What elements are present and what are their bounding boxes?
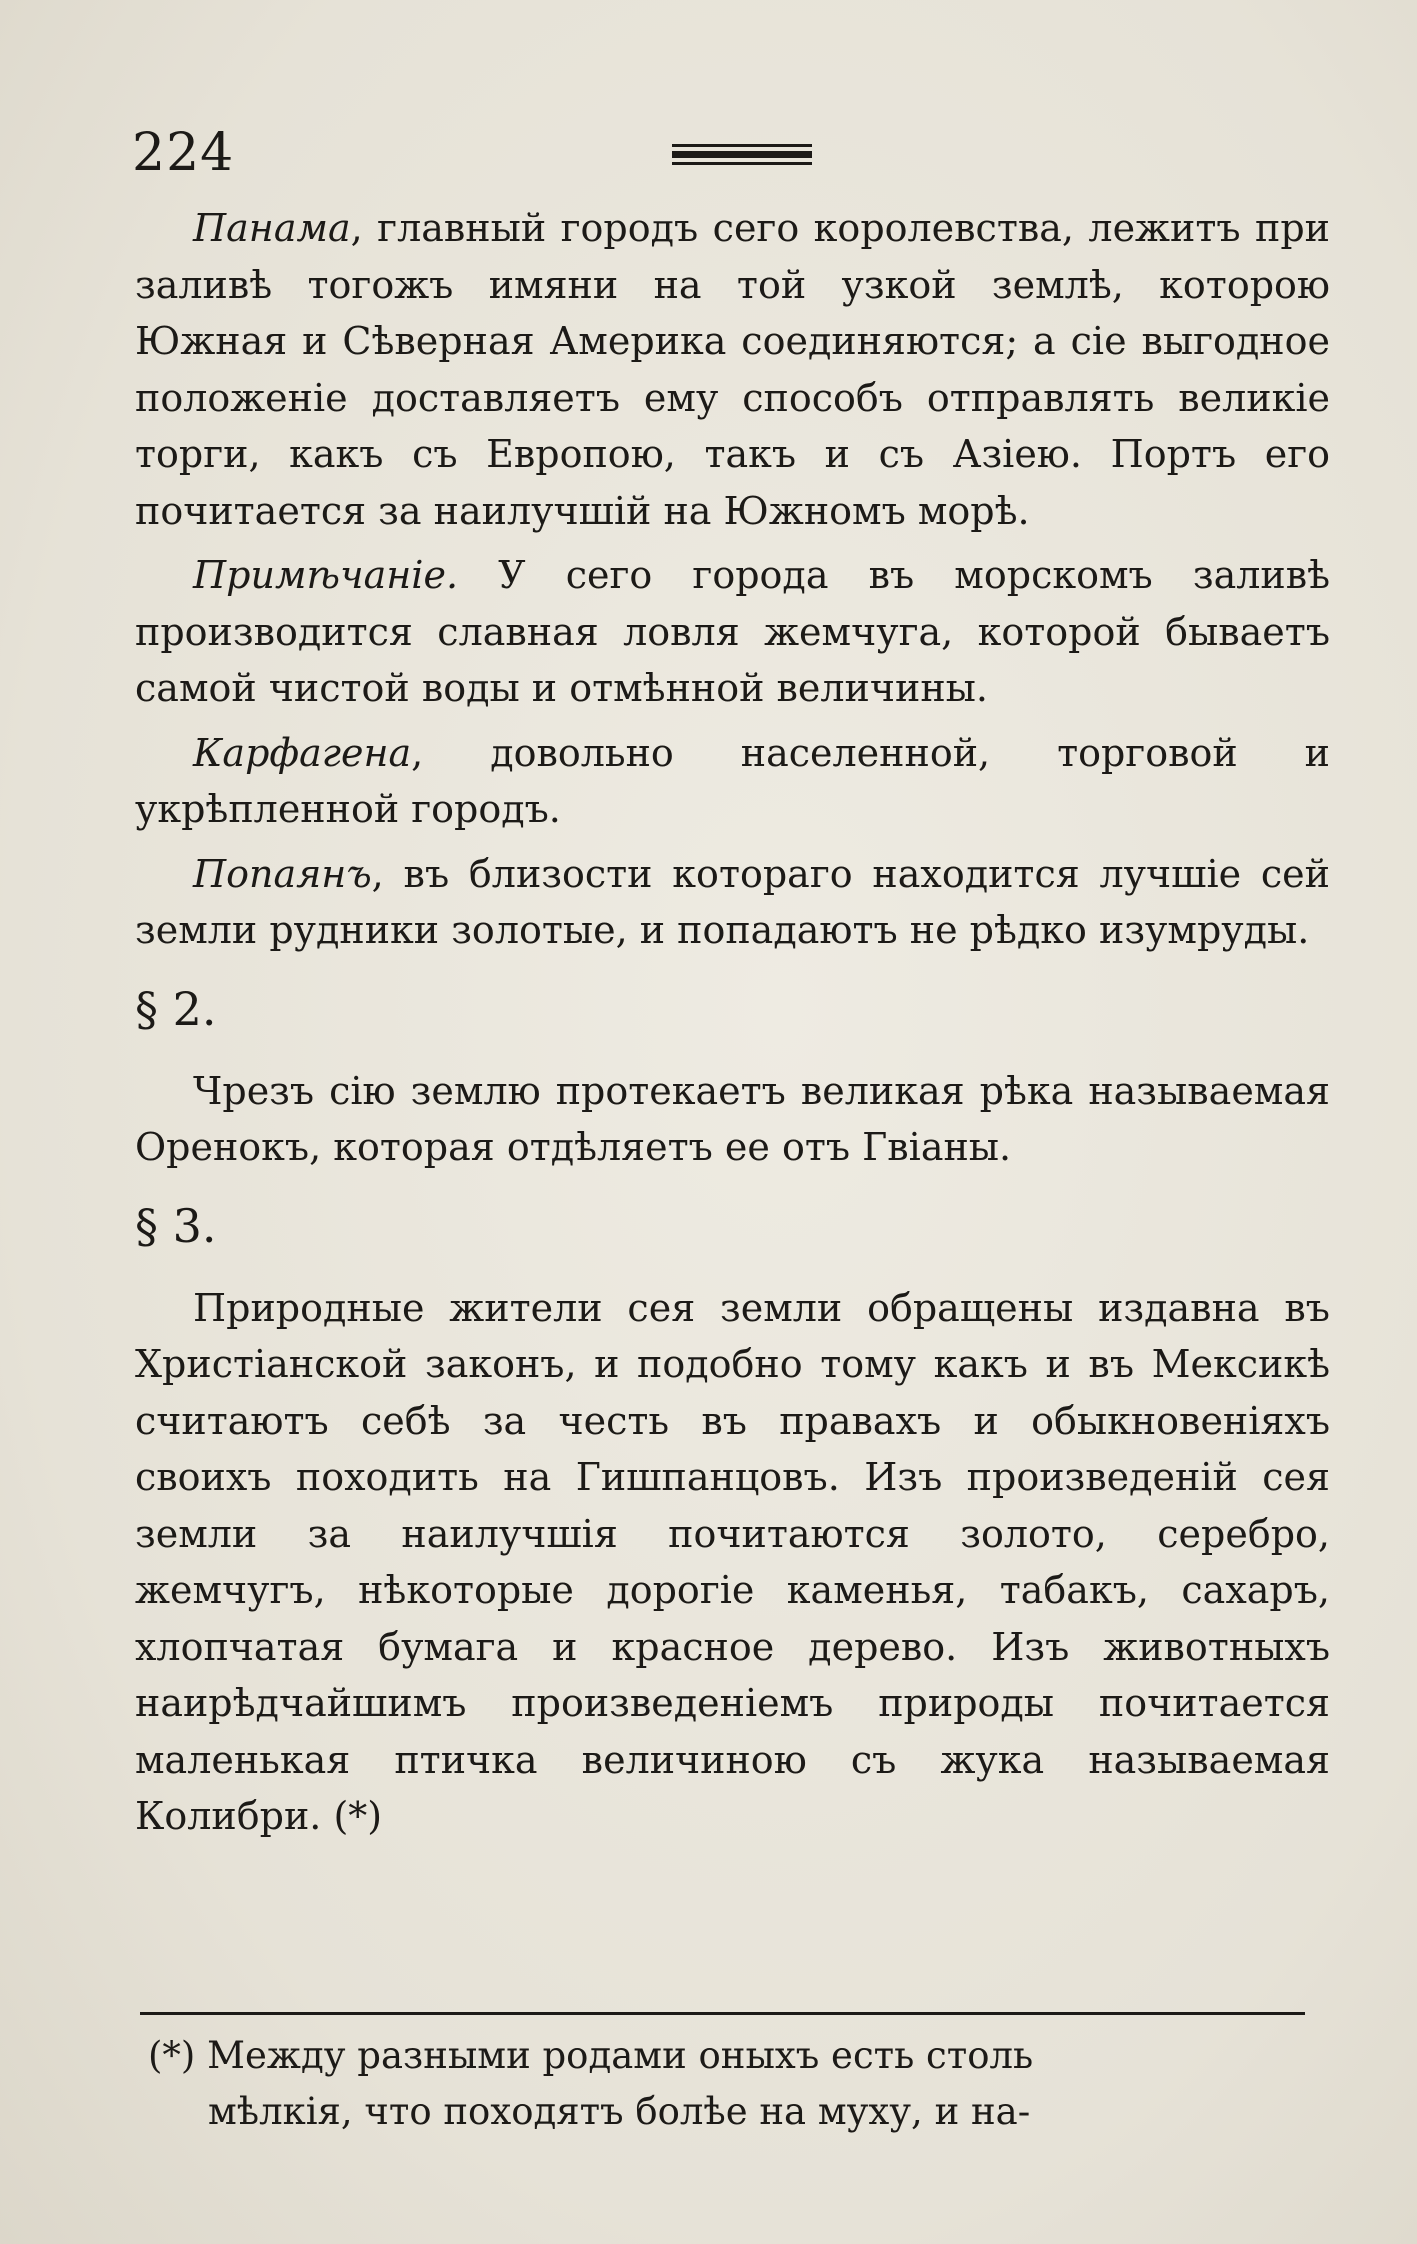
paragraph-text: У сего города въ морскомъ заливѣ производится славная ловля жемчуга, которой бываетъ самой чистой воды и отмѣнной величины. (135, 553, 1330, 710)
term-note: Примѣчаніе. (193, 553, 459, 597)
body-text (135, 200, 1330, 1845)
footnote-line-2: мѣлкія, что походятъ болѣе на муху, и на- (208, 2090, 1031, 2133)
term-popayan: Попаянъ (193, 851, 372, 896)
paragraph-text: , довольно населенной, торговой и укрѣпленной городъ. (135, 730, 1330, 831)
header-rule-ornament (672, 144, 812, 166)
page-header (132, 118, 1332, 188)
term-panama: Панама (193, 206, 351, 250)
paragraph-section-3: Природные жители сея земли обращены издавна въ Христіанской законъ, и подобно тому какъ и въ Мексикѣ считаютъ себѣ за честь въ правахъ и обыкновеніяхъ своихъ походить на Гишпанцовъ. Изъ произведеній сея земли за наилучшія почитаются золото, серебро, жемчугъ, нѣкоторые дорогіе каменья, табакъ, сахаръ, хлопчатая бумага и красное дерево. Изъ животныхъ наирѣдчайшимъ произведеніемъ природы почитается маленькая птичка величиною съ жука называемая Колибри. (*) (135, 1285, 1330, 1838)
paragraph-section-2: Чрезъ сію землю протекаетъ великая рѣка называемая Оренокъ, которая отдѣляетъ ее отъ Гвіаны. (135, 1068, 1330, 1169)
paragraph-panama (135, 200, 1330, 539)
paragraph-popayan (135, 846, 1330, 959)
footnote-line-1: (*) Между разными родами оныхъ есть столь (148, 2034, 1034, 2077)
footnote-rule (140, 2012, 1305, 2015)
term-carthagena: Карфагена (193, 730, 412, 775)
paragraph-text: , въ близости котораго находится лучшіе сей земли рудники золотые, и попадаютъ не рѣдко изумруды. (135, 851, 1330, 952)
paragraph-note (135, 547, 1330, 717)
section-heading-2: § 2. (135, 981, 217, 1036)
paragraph-text: , главный городъ сего королевства, лежитъ при заливѣ тогожъ имяни на той узкой землѣ, которою Южная и Сѣверная Америка соединяются; а сіе выгодное положеніе доставляетъ ему способъ отправлять великіе торги, какъ съ Европою, такъ и съ Азіею. Портъ его почитается за наилучшій на Южномъ морѣ. (135, 206, 1330, 533)
section-heading-3: § 3. (135, 1198, 217, 1253)
paragraph-carthagena (135, 725, 1330, 838)
footnote (148, 2028, 1308, 2140)
page-number: 224 (132, 123, 235, 183)
